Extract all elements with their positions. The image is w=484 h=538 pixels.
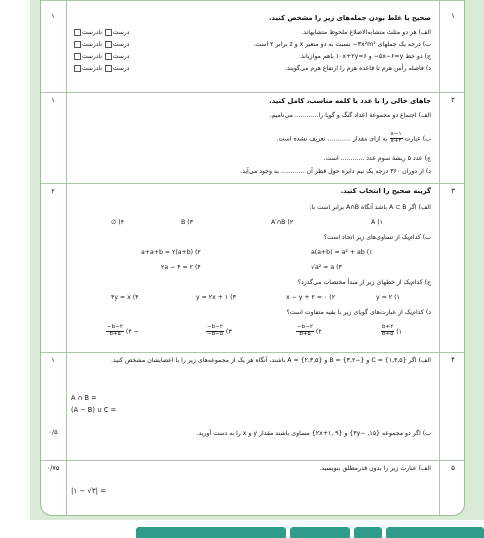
- row-divider: [41, 0, 464, 1]
- exam-table: [40, 0, 465, 516]
- question-score: ۱: [51, 356, 55, 364]
- fraction: [296, 325, 314, 338]
- question-title: جاهای خالی را با عدد یا کلمه مناسب، کامل کنید.: [269, 97, 431, 105]
- question-number: ۳: [451, 187, 455, 195]
- mcq-option[interactable]: [296, 325, 322, 338]
- true-checkbox[interactable]: [105, 53, 112, 60]
- mcq-option[interactable]: A′∩B (۲: [271, 219, 294, 226]
- question-score: ۰/۵: [48, 428, 58, 436]
- question-1: [71, 12, 435, 90]
- nav-button[interactable]: [136, 527, 286, 538]
- question-4: [71, 354, 435, 458]
- fill-blank-item: د) از دوران ۳۶۰ درجه یک نیم دایره حول قطر آن ............ به وجود می‌آید.: [240, 168, 431, 175]
- mcq-option[interactable]: √a² = a (۳: [311, 264, 342, 271]
- numerator: x−۱: [390, 131, 402, 137]
- row-divider: [41, 183, 464, 184]
- question-number: ۴: [451, 356, 455, 364]
- question-title: گزینه صحیح را انتخاب کنید.: [340, 187, 431, 195]
- question-number: ۲: [451, 96, 455, 104]
- mcq-option[interactable]: y = ۲x + ۱ (۳: [196, 294, 236, 301]
- false-checkbox[interactable]: [74, 41, 81, 48]
- statement: الف) هر دو مثلث متشابه‌الاضلاع ملحوظ متشابهاند.: [301, 29, 431, 36]
- true-checkbox[interactable]: [105, 29, 112, 36]
- mcq-option[interactable]: ۲a − ۴ = ۲ (۴: [161, 264, 201, 271]
- fraction: [390, 132, 403, 145]
- mcq-option[interactable]: B (۳: [181, 219, 193, 226]
- mcq-option[interactable]: [106, 325, 139, 338]
- nav-button[interactable]: [386, 527, 484, 538]
- false-label: نادرست: [82, 41, 102, 48]
- true-false-choice[interactable]: [73, 41, 129, 50]
- numerator: −b−۲: [207, 324, 223, 330]
- mcq-option[interactable]: x − y + ۲ = ۰ (۲: [286, 294, 336, 301]
- question-3: [71, 185, 435, 350]
- mcq-option[interactable]: ۴y = x (۴: [111, 294, 139, 301]
- answer-line[interactable]: (A − B) ∪ C =: [71, 406, 117, 414]
- option-marker: (۴ −: [125, 328, 139, 336]
- question-score: ۱: [51, 12, 55, 20]
- number-column-divider: [439, 0, 440, 515]
- question-text: ب) اگر دو مجموعه {۱۵, −۳y} و {۲x+۱, ۹} مساوی باشند مقدار y و x را به دست آورید.: [196, 430, 431, 437]
- score-column-divider: [66, 0, 67, 515]
- option-marker: (۲: [315, 328, 322, 336]
- question-score: ۲: [51, 187, 55, 195]
- question-number: ۵: [451, 464, 455, 472]
- question-score: ۱: [51, 96, 55, 104]
- denominator: b+۵: [299, 330, 311, 337]
- mcq-question: ب) کدام‌یک از تساوی‌های زیر اتحاد است؟: [323, 234, 431, 241]
- mcq-option[interactable]: [206, 325, 232, 338]
- question-number: ۱: [451, 12, 455, 20]
- denominator: b+۵: [109, 330, 121, 337]
- fraction: [106, 325, 124, 338]
- false-checkbox[interactable]: [74, 65, 81, 72]
- false-label: نادرست: [82, 53, 102, 60]
- true-false-choice[interactable]: [73, 65, 129, 74]
- mcq-option[interactable]: a(a+b) = a² + ab (۱: [311, 249, 373, 256]
- true-label: درست: [112, 29, 130, 36]
- question-5: [71, 462, 435, 512]
- question-score: ۰/۷۵: [46, 464, 60, 472]
- fraction: [206, 325, 224, 338]
- question-text: الف) اگر {۱,۳,۵} = C و {−۳,۲} = B و {۲,۳,۵} = A باشند، آنگاه هر یک از مجموعه‌های زیر را با اعضایشان مشخص کنید.: [110, 357, 431, 364]
- true-false-choice[interactable]: [73, 53, 129, 62]
- question-2: [71, 94, 435, 182]
- option-marker: (۳: [225, 328, 232, 336]
- false-checkbox[interactable]: [74, 29, 81, 36]
- statement: ج) دو خط ‎−۵x−۶=y‎ و ‎۱۰x+۲y=۶‎ باهم موازیاند.: [299, 53, 431, 60]
- mcq-option[interactable]: y = ۲ (۱: [376, 294, 400, 301]
- mcq-question: ج) کدام‌یک از خطهای زیر از مبدأ مختصات می‌گذرد؟: [297, 279, 431, 286]
- answer-line[interactable]: A ∩ B =: [71, 394, 97, 402]
- fill-blank-item: ج) عدد ۵ ریشهٔ سوم عدد ............ است.: [323, 155, 431, 162]
- statement: ب) درجه یک جملهای ‎−۳x²m²‎ نسبت به دو متغیر x و z برابر ۲ است.: [253, 41, 431, 48]
- option-marker: (۱: [396, 328, 402, 336]
- numerator: b+۲: [382, 324, 394, 330]
- mcq-option[interactable]: ∅ (۴: [111, 219, 125, 226]
- row-divider: [41, 352, 464, 353]
- false-label: نادرست: [82, 29, 102, 36]
- mcq-option[interactable]: [381, 325, 402, 338]
- nav-button[interactable]: [354, 527, 382, 538]
- nav-button[interactable]: [290, 527, 350, 538]
- question-title: صحیح یا غلط بودن جمله‌های زیر را مشخص کنید.: [268, 14, 431, 22]
- item-text: به ازای مقدار ............ تعریف نشده است.: [276, 135, 388, 143]
- answer-line[interactable]: |۱ − √۳| =: [71, 487, 107, 495]
- row-divider: [41, 460, 464, 461]
- true-label: درست: [112, 41, 130, 48]
- true-checkbox[interactable]: [105, 41, 112, 48]
- true-checkbox[interactable]: [105, 65, 112, 72]
- mcq-question: الف) اگر A ⊂ B باشد آنگاه A∩B برابر است با:: [309, 204, 431, 211]
- item-text: ب) عبارت: [404, 135, 431, 143]
- mcq-option[interactable]: A (۱: [371, 219, 383, 226]
- numerator: −b−۲: [297, 324, 313, 330]
- denominator: b+۵: [382, 330, 394, 337]
- row-divider: [41, 92, 464, 93]
- mcq-option[interactable]: a+a+b = ۲(a+b) (۲: [141, 249, 201, 256]
- true-label: درست: [112, 65, 130, 72]
- denominator: x+۳: [390, 137, 402, 144]
- false-label: نادرست: [82, 65, 102, 72]
- denominator: −b−۵: [207, 330, 223, 337]
- question-text: الف) عبارت زیر را بدون قدرمطلق بنویسید.: [319, 465, 431, 472]
- false-checkbox[interactable]: [74, 53, 81, 60]
- fill-blank-item: الف) اجتماع دو مجموعهٔ اعداد گنگ و گویا را............ می‌نامیم.: [269, 112, 431, 119]
- fraction: [381, 325, 394, 338]
- fill-blank-item: [277, 132, 431, 145]
- true-label: درست: [112, 53, 130, 60]
- numerator: −b−۲: [107, 324, 123, 330]
- statement: د) فاصله رأس هرم تا قاعده هرم را ارتفاع هرم می‌گویند.: [285, 65, 431, 72]
- mcq-question: د) کدام‌یک از عبارت‌های گویای زیر با بقیه متفاوت است؟: [286, 309, 431, 316]
- true-false-choice[interactable]: [73, 29, 129, 38]
